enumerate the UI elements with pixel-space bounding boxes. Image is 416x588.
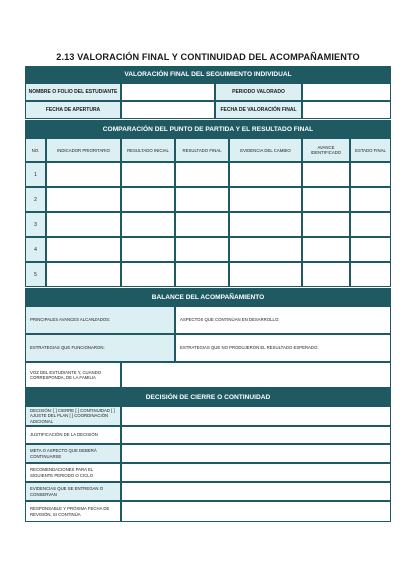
column-header-indicator: INDICADOR PRIORITARIO: [46, 138, 121, 162]
period-label: PERIODO VALORADO: [215, 83, 302, 101]
table-cell[interactable]: [175, 162, 229, 187]
row-number: 3: [25, 212, 46, 237]
table-cell[interactable]: [121, 237, 175, 262]
opening-date-label: FECHA DE APERTURA: [25, 101, 121, 119]
table-cell[interactable]: [350, 187, 391, 212]
goal-label: META O ASPECTO QUE DEBERÁ CONTINUARSE: [25, 444, 121, 463]
valuation-date-field[interactable]: [302, 101, 391, 119]
decision-field[interactable]: [121, 406, 391, 426]
column-header-evidence: EVIDENCIA DEL CAMBIO: [229, 138, 302, 162]
student-name-field[interactable]: [121, 83, 215, 101]
table-cell[interactable]: [302, 237, 350, 262]
table-cell[interactable]: [46, 162, 121, 187]
column-header-progress: AVANCE IDENTIFICADO: [302, 138, 350, 162]
column-header-no: NO.: [25, 138, 46, 162]
justification-label: JUSTIFICACIÓN DE LA DECISIÓN: [25, 426, 121, 444]
goal-field[interactable]: [121, 444, 391, 463]
column-header-initial-result: RESULTADO INICIAL: [121, 138, 175, 162]
table-cell[interactable]: [175, 187, 229, 212]
row-number: 4: [25, 237, 46, 262]
table-cell[interactable]: [46, 237, 121, 262]
table-cell[interactable]: [350, 162, 391, 187]
table-cell[interactable]: [229, 162, 302, 187]
table-cell[interactable]: [350, 262, 391, 287]
responsible-label: RESPONSABLE Y PRÓXIMA FECHA DE REVISIÓN, SI CONTINÚA: [25, 501, 121, 522]
valuation-date-label: FECHA DE VALORACIÓN FINAL: [215, 101, 302, 119]
section-header-decision: DECISIÓN DE CIERRE O CONTINUIDAD: [25, 388, 391, 406]
column-header-final-result: RESULTADO FINAL: [175, 138, 229, 162]
page-title: 2.13 VALORACIÓN FINAL Y CONTINUIDAD DEL ACOMPAÑAMIENTO: [56, 52, 360, 62]
table-cell[interactable]: [121, 162, 175, 187]
evidence-field[interactable]: [121, 482, 391, 501]
table-cell[interactable]: [121, 187, 175, 212]
table-cell[interactable]: [121, 262, 175, 287]
evidence-label: EVIDENCIAS QUE SE ENTREGAN O CONSERVAN: [25, 482, 121, 501]
responsible-field[interactable]: [121, 501, 391, 522]
table-cell[interactable]: [121, 212, 175, 237]
strategies-failed-field[interactable]: ESTRATEGIAS QUE NO PRODUJERON EL RESULTADO ESPERADO:: [175, 334, 391, 362]
table-cell[interactable]: [175, 212, 229, 237]
section-header-comparison: COMPARACIÓN DEL PUNTO DE PARTIDA Y EL RESULTADO FINAL: [25, 120, 391, 138]
opening-date-field[interactable]: [121, 101, 215, 119]
table-cell[interactable]: [229, 187, 302, 212]
table-cell[interactable]: [175, 262, 229, 287]
main-advances-field[interactable]: PRINCIPALES AVANCES ALCANZADOS:: [25, 306, 175, 334]
table-cell[interactable]: [229, 212, 302, 237]
table-cell[interactable]: [46, 187, 121, 212]
student-voice-field[interactable]: [121, 362, 391, 388]
table-cell[interactable]: [46, 212, 121, 237]
section-header-final-valuation: VALORACIÓN FINAL DEL SEGUIMIENTO INDIVIDUAL: [25, 66, 391, 83]
row-number: 2: [25, 187, 46, 212]
column-header-final-status: ESTADO FINAL: [350, 138, 391, 162]
table-cell[interactable]: [350, 212, 391, 237]
table-cell[interactable]: [302, 262, 350, 287]
row-number: 5: [25, 262, 46, 287]
table-cell[interactable]: [302, 187, 350, 212]
table-cell[interactable]: [302, 162, 350, 187]
student-name-label: NOMBRE O FOLIO DEL ESTUDIANTE: [25, 83, 121, 101]
table-cell[interactable]: [350, 237, 391, 262]
decision-checkboxes[interactable]: DECISIÓN: [ ] CIERRE [ ] CONTINUIDAD [ ] AJUSTE DEL PLAN [ ] COORDINACIÓN ADICIONAL: [25, 406, 121, 426]
table-cell[interactable]: [175, 237, 229, 262]
table-cell[interactable]: [229, 262, 302, 287]
table-cell[interactable]: [229, 237, 302, 262]
strategies-worked-field[interactable]: ESTRATEGIAS QUE FUNCIONARON:: [25, 334, 175, 362]
recommendations-field[interactable]: [121, 463, 391, 482]
table-cell[interactable]: [46, 262, 121, 287]
section-header-balance: BALANCE DEL ACOMPAÑAMIENTO: [25, 288, 391, 306]
table-cell[interactable]: [302, 212, 350, 237]
period-field[interactable]: [302, 83, 391, 101]
student-voice-label: VOZ DEL ESTUDIANTE Y, CUANDO CORRESPONDA, DE LA FAMILIA: [25, 362, 121, 388]
recommendations-label: RECOMENDACIONES PARA EL SIGUIENTE PERIODO O CICLO: [25, 463, 121, 482]
in-development-field[interactable]: ASPECTOS QUE CONTINÚAN EN DESARROLLO:: [175, 306, 391, 334]
justification-field[interactable]: [121, 426, 391, 444]
row-number: 1: [25, 162, 46, 187]
